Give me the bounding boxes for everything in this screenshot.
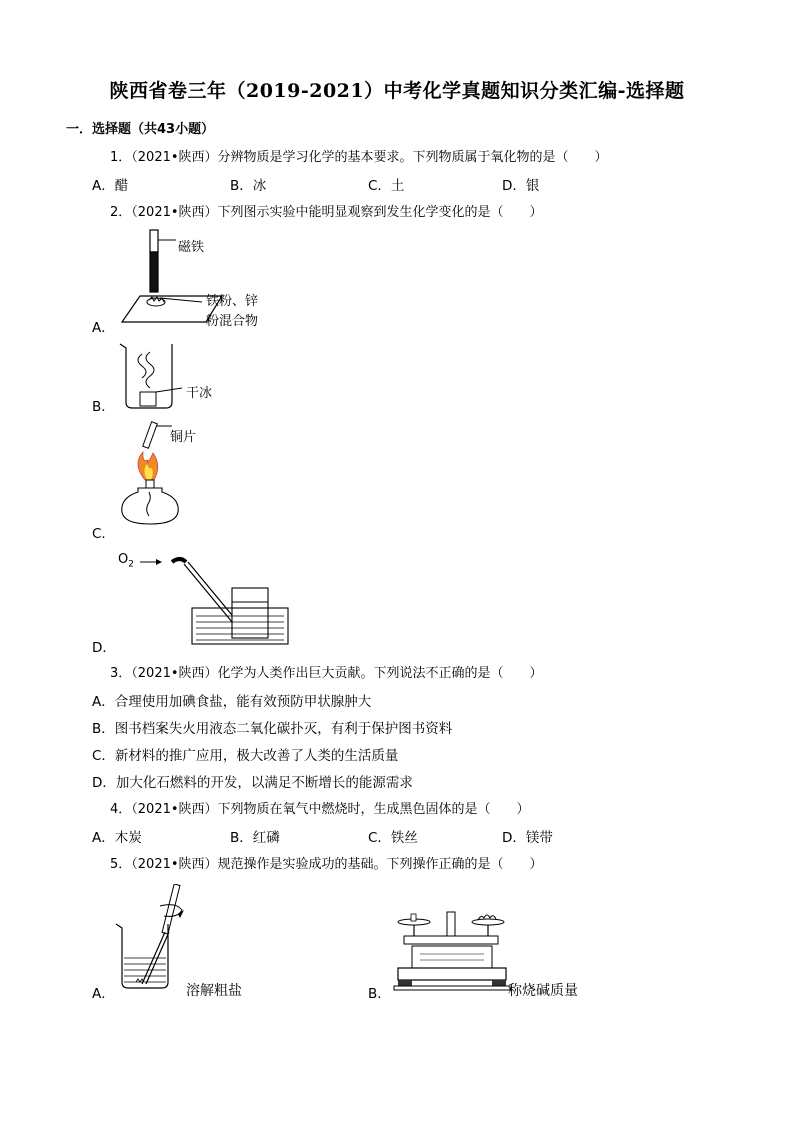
- dry-ice-label: 干冰: [186, 386, 213, 401]
- dissolve-salt-diagram: [112, 884, 192, 992]
- q1-option-a: A．醋: [92, 178, 129, 194]
- question-3-stem: 3．（2021•陕西）化学为人类作出巨大贡献。下列说法不正确的是（ ）: [110, 666, 543, 681]
- question-2-stem: 2．（2021•陕西）下列图示实验中能明显观察到发生化学变化的是（ ）: [110, 205, 543, 220]
- q3-option-c: C．新材料的推广应用，极大改善了人类的生活质量: [92, 748, 399, 764]
- question-1-stem: 1．（2021•陕西）分辨物质是学习化学的基本要求。下列物质属于氧化物的是（ ）: [110, 150, 608, 165]
- q5-figure-b: [392, 910, 516, 994]
- balance-scale-diagram: [392, 910, 516, 994]
- q4-option-b: B．红磷: [230, 830, 280, 846]
- weigh-alkali-label: 称烧碱质量: [508, 983, 578, 999]
- powder-label-line2: 粉混合物: [206, 314, 259, 329]
- q5-option-a: A．: [92, 986, 115, 1002]
- page-title: 陕西省卷三年（2019-2021）中考化学真题知识分类汇编-选择题: [109, 80, 685, 102]
- q4-option-d: D．镁带: [502, 830, 553, 846]
- q2-option-d: D．: [92, 640, 116, 656]
- q1-option-d: D．银: [502, 178, 540, 194]
- dissolve-salt-label: 溶解粗盐: [186, 983, 242, 999]
- q2-figure-b: [118, 340, 198, 412]
- copper-label: 铜片: [170, 430, 197, 445]
- oxygen-label: $O_2$: [118, 552, 134, 570]
- q3-option-a: A．合理使用加碘食盐，能有效预防甲状腺肿大: [92, 694, 372, 710]
- question-4-stem: 4．（2021•陕西）下列物质在氧气中燃烧时，生成黑色固体的是（ ）: [110, 802, 530, 817]
- q4-option-a: A．木炭: [92, 830, 142, 846]
- q2-option-b: B．: [92, 399, 115, 415]
- powder-label-line1: 铁粉、锌: [206, 294, 259, 309]
- magnet-label: 磁铁: [178, 240, 205, 255]
- q2-figure-d: [136, 550, 296, 650]
- question-5-stem: 5．（2021•陕西）规范操作是实验成功的基础。下列操作正确的是（ ）: [110, 857, 543, 872]
- q2-option-c: C．: [92, 526, 115, 542]
- q1-option-c: C．土: [368, 178, 405, 194]
- q3-option-b: B．图书档案失火用液态二氧化碳扑灭，有利于保护图书资料: [92, 721, 453, 737]
- gas-collection-diagram: [136, 550, 296, 650]
- beaker-dry-ice-diagram: [118, 340, 198, 412]
- q1-option-b: B．冰: [230, 178, 267, 194]
- q3-option-d: D．加大化石燃料的开发，以满足不断增长的能源需求: [92, 775, 413, 791]
- section-heading: 一．选择题（共43小题）: [66, 122, 215, 137]
- q5-option-b: B．: [368, 986, 391, 1002]
- q4-option-c: C．铁丝: [368, 830, 418, 846]
- q2-option-a: A．: [92, 320, 115, 336]
- q5-figure-a: [112, 884, 192, 992]
